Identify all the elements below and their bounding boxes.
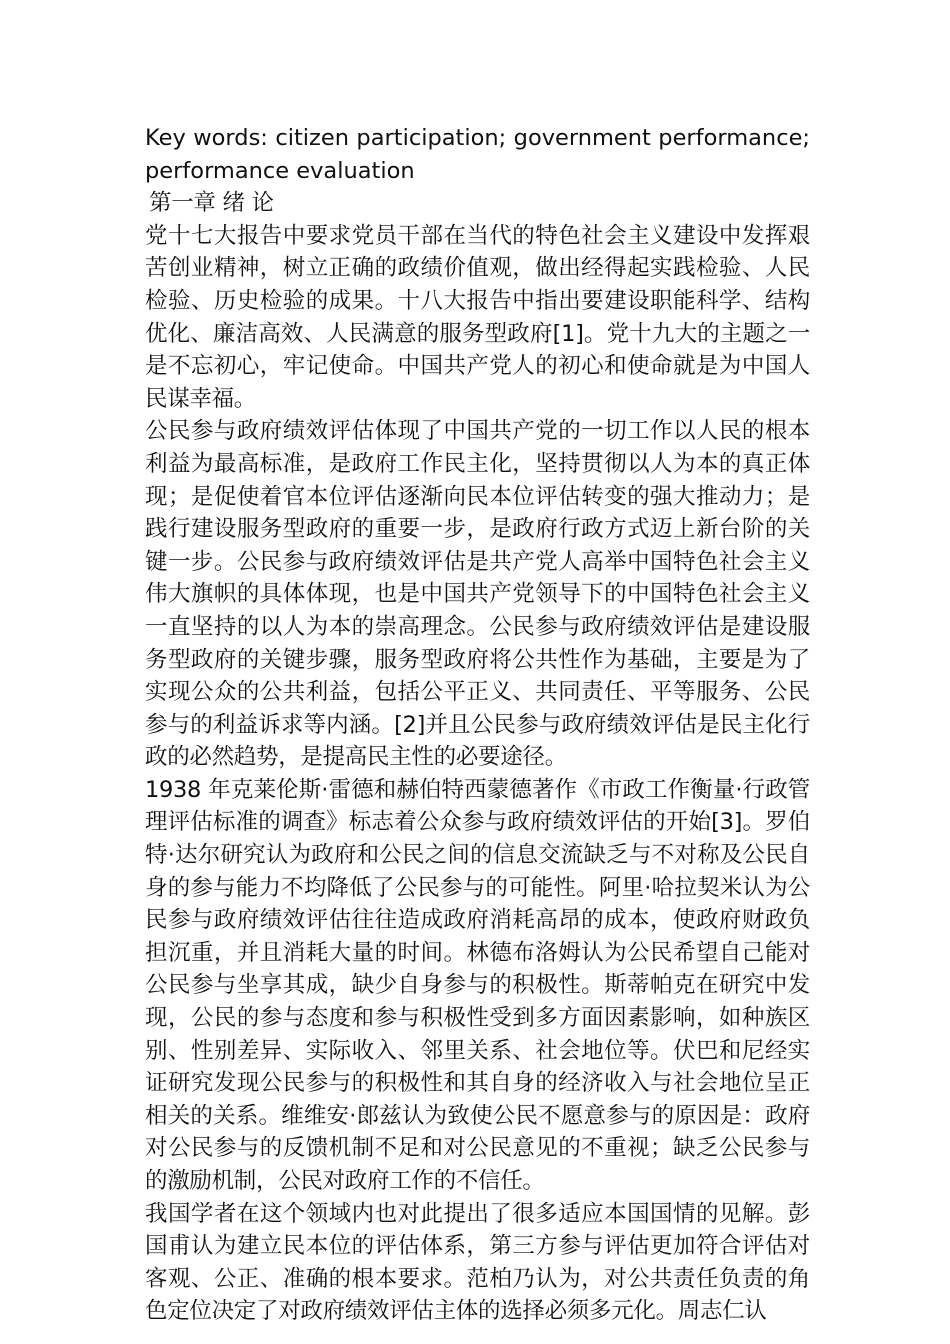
document-body bbox=[145, 122, 810, 1328]
body-paragraph: 我国学者在这个领域内也对此提出了很多适应本国国情的见解。彭国甫认为建立民本位的评估体系，第三方参与评估更加符合评估对客观、公正、准确的根本要求。范柏乃认为，对公共责任负责的角色定位决定了对政府绩效评估主体的选择必须多元化。周志仁认 bbox=[145, 1200, 810, 1325]
body-paragraph: 公民参与政府绩效评估体现了中国共产党的一切工作以人民的根本利益为最高标准，是政府工作民主化，坚持贯彻以人为本的真正体现；是促使着官本位评估逐渐向民本位评估转变的强大推动力；是践行建设服务型政府的重要一步，是政府行政方式迈上新台阶的关键一步。公民参与政府绩效评估是共产党人高举中国特色社会主义伟大旗帜的具体体现，也是中国共产党领导下的中国特色社会主义一直坚持的以人为本的崇高理念。公民参与政府绩效评估是建设服务型政府的关键步骤，服务型政府将公共性作为基础，主要是为了实现公众的公共利益，包括公平正义、共同责任、平等服务、公民参与的利益诉求等内涵。[2]并且公民参与政府绩效评估是民主化行政的必然趋势，是提高民主性的必要途径。 bbox=[145, 418, 810, 771]
body-paragraph: 党十七大报告中要求党员干部在当代的特色社会主义建设中发挥艰苦创业精神，树立正确的政绩价值观，做出经得起实践检验、人民检验、历史检验的成果。十八大报告中指出要建设职能科学、结构优化、廉洁高效、人民满意的服务型政府[1]。党十九大的主题之一是不忘初心，牢记使命。中国共产党人的初心和使命就是为中国人民谋幸福。 bbox=[145, 222, 810, 412]
body-paragraph: 1938 年克莱伦斯·雷德和赫伯特西蒙德著作《市政工作衡量·行政管理评估标准的调查》标志着公众参与政府绩效评估的开始[3]。罗伯特·达尔研究认为政府和公民之间的信息交流缺乏与不对称及公民自身的参与能力不均降低了公民参与的可能性。阿里·哈拉契米认为公民参与政府绩效评估往往造成政府消耗高昂的成本，使政府财政负担沉重，并且消耗大量的时间。林德布洛姆认为公民希望自己能对公民参与坐享其成，缺少自身参与的积极性。斯蒂帕克在研究中发现，公民的参与态度和参与积极性受到多方面因素影响，如种族区别、性别差异、实际收入、邻里关系、社会地位等。伏巴和尼经实证研究发现公民参与的积极性和其自身的经济收入与社会地位呈正相关的关系。维维安·郎兹认为致使公民不愿意参与的原因是：政府对公民参与的反馈机制不足和对公民意见的不重视；缺乏公民参与的激励机制，公民对政府工作的不信任。 bbox=[145, 776, 810, 1194]
chapter-title: 第一章 绪 论 bbox=[149, 190, 274, 217]
keywords-line: Key words: citizen participation; government performance; performance evaluation bbox=[145, 125, 810, 184]
